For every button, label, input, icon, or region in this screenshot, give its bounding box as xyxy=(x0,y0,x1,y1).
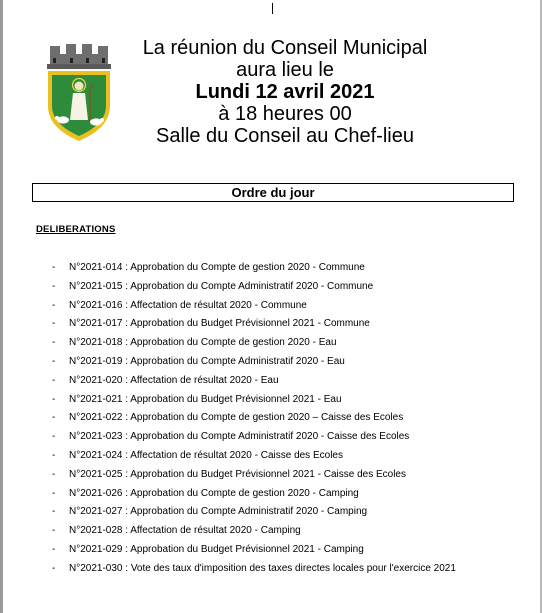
agenda-item-text: N°2021-029 : Approbation du Budget Prévisionnel 2021 - Camping xyxy=(69,543,364,555)
agenda-item-text: N°2021-025 : Approbation du Budget Prévisionnel 2021 - Caisse des Ecoles xyxy=(69,468,406,480)
bullet-dash: - xyxy=(52,374,56,386)
bullet-dash: - xyxy=(52,280,56,292)
bullet-dash: - xyxy=(52,543,56,555)
agenda-item-text: N°2021-016 : Affectation de résultat 2020 - Commune xyxy=(69,299,307,311)
agenda-list xyxy=(52,262,456,582)
agenda-item-text: N°2021-030 : Vote des taux d'imposition des taxes directes locales pour l'exercice 2021 xyxy=(69,562,456,574)
agenda-item xyxy=(52,431,456,450)
section-title: DELIBERATIONS xyxy=(36,224,116,235)
page-border-left xyxy=(0,0,3,613)
meeting-date: Lundi 12 avril 2021 xyxy=(195,81,375,103)
agenda-item xyxy=(52,469,456,488)
agenda-item xyxy=(52,544,456,563)
agenda-item-text: N°2021-019 : Approbation du Compte Administratif 2020 - Eau xyxy=(69,355,345,367)
agenda-item-text: N°2021-023 : Approbation du Compte Administratif 2020 - Caisse des Ecoles xyxy=(69,431,410,443)
agenda-item xyxy=(52,318,456,337)
bullet-dash: - xyxy=(52,355,56,367)
meeting-place: Salle du Conseil au Chef-lieu xyxy=(156,125,414,147)
bullet-dash: - xyxy=(52,299,56,311)
agenda-item-text: N°2021-017 : Approbation du Budget Prévisionnel 2021 - Commune xyxy=(69,318,370,330)
bullet-dash: - xyxy=(52,562,56,574)
bullet-dash: - xyxy=(52,525,56,537)
agenda-item xyxy=(52,394,456,413)
bullet-dash: - xyxy=(52,412,56,424)
agenda-title-box: Ordre du jour xyxy=(32,183,514,202)
bullet-dash: - xyxy=(52,431,56,443)
agenda-item-text: N°2021-020 : Affectation de résultat 2020 - Eau xyxy=(69,374,279,386)
agenda-item-text: N°2021-022 : Approbation du Compte de gestion 2020 – Caisse des Ecoles xyxy=(69,412,404,424)
bullet-dash: - xyxy=(52,393,56,405)
agenda-item-text: N°2021-024 : Affectation de résultat 2020 - Caisse des Ecoles xyxy=(69,449,343,461)
agenda-item-text: N°2021-021 : Approbation du Budget Prévisionnel 2021 - Eau xyxy=(69,393,342,405)
text-cursor xyxy=(272,3,273,14)
coat-of-arms-icon xyxy=(44,44,114,142)
agenda-item-text: N°2021-027 : Approbation du Compte Administratif 2020 - Camping xyxy=(69,506,368,518)
agenda-item-text: N°2021-014 : Approbation du Compte de gestion 2020 - Commune xyxy=(69,262,365,273)
meeting-time: à 18 heures 00 xyxy=(218,103,352,125)
agenda-item xyxy=(52,563,456,582)
bullet-dash: - xyxy=(52,468,56,480)
agenda-item xyxy=(52,337,456,356)
agenda-item xyxy=(52,525,456,544)
agenda-item-text: N°2021-015 : Approbation du Compte Administratif 2020 - Commune xyxy=(69,280,374,292)
bullet-dash: - xyxy=(52,449,56,461)
agenda-item xyxy=(52,412,456,431)
bullet-dash: - xyxy=(52,337,56,349)
agenda-item xyxy=(52,356,456,375)
meeting-header xyxy=(130,37,440,147)
header-line-1: La réunion du Conseil Municipal xyxy=(142,37,428,59)
agenda-item xyxy=(52,262,456,281)
agenda-item-text: N°2021-026 : Approbation du Compte de gestion 2020 - Camping xyxy=(69,487,359,499)
bullet-dash: - xyxy=(52,318,56,330)
bullet-dash: - xyxy=(52,506,56,518)
agenda-item xyxy=(52,450,456,469)
bullet-dash: - xyxy=(52,262,56,273)
header-line-2: aura lieu le xyxy=(236,59,334,81)
agenda-item-text: N°2021-018 : Approbation du Compte de gestion 2020 - Eau xyxy=(69,337,337,349)
agenda-item xyxy=(52,300,456,319)
agenda-item xyxy=(52,375,456,394)
agenda-item xyxy=(52,488,456,507)
agenda-item xyxy=(52,281,456,300)
agenda-item-text: N°2021-028 : Affectation de résultat 2020 - Camping xyxy=(69,525,301,537)
bullet-dash: - xyxy=(52,487,56,499)
agenda-item xyxy=(52,506,456,525)
